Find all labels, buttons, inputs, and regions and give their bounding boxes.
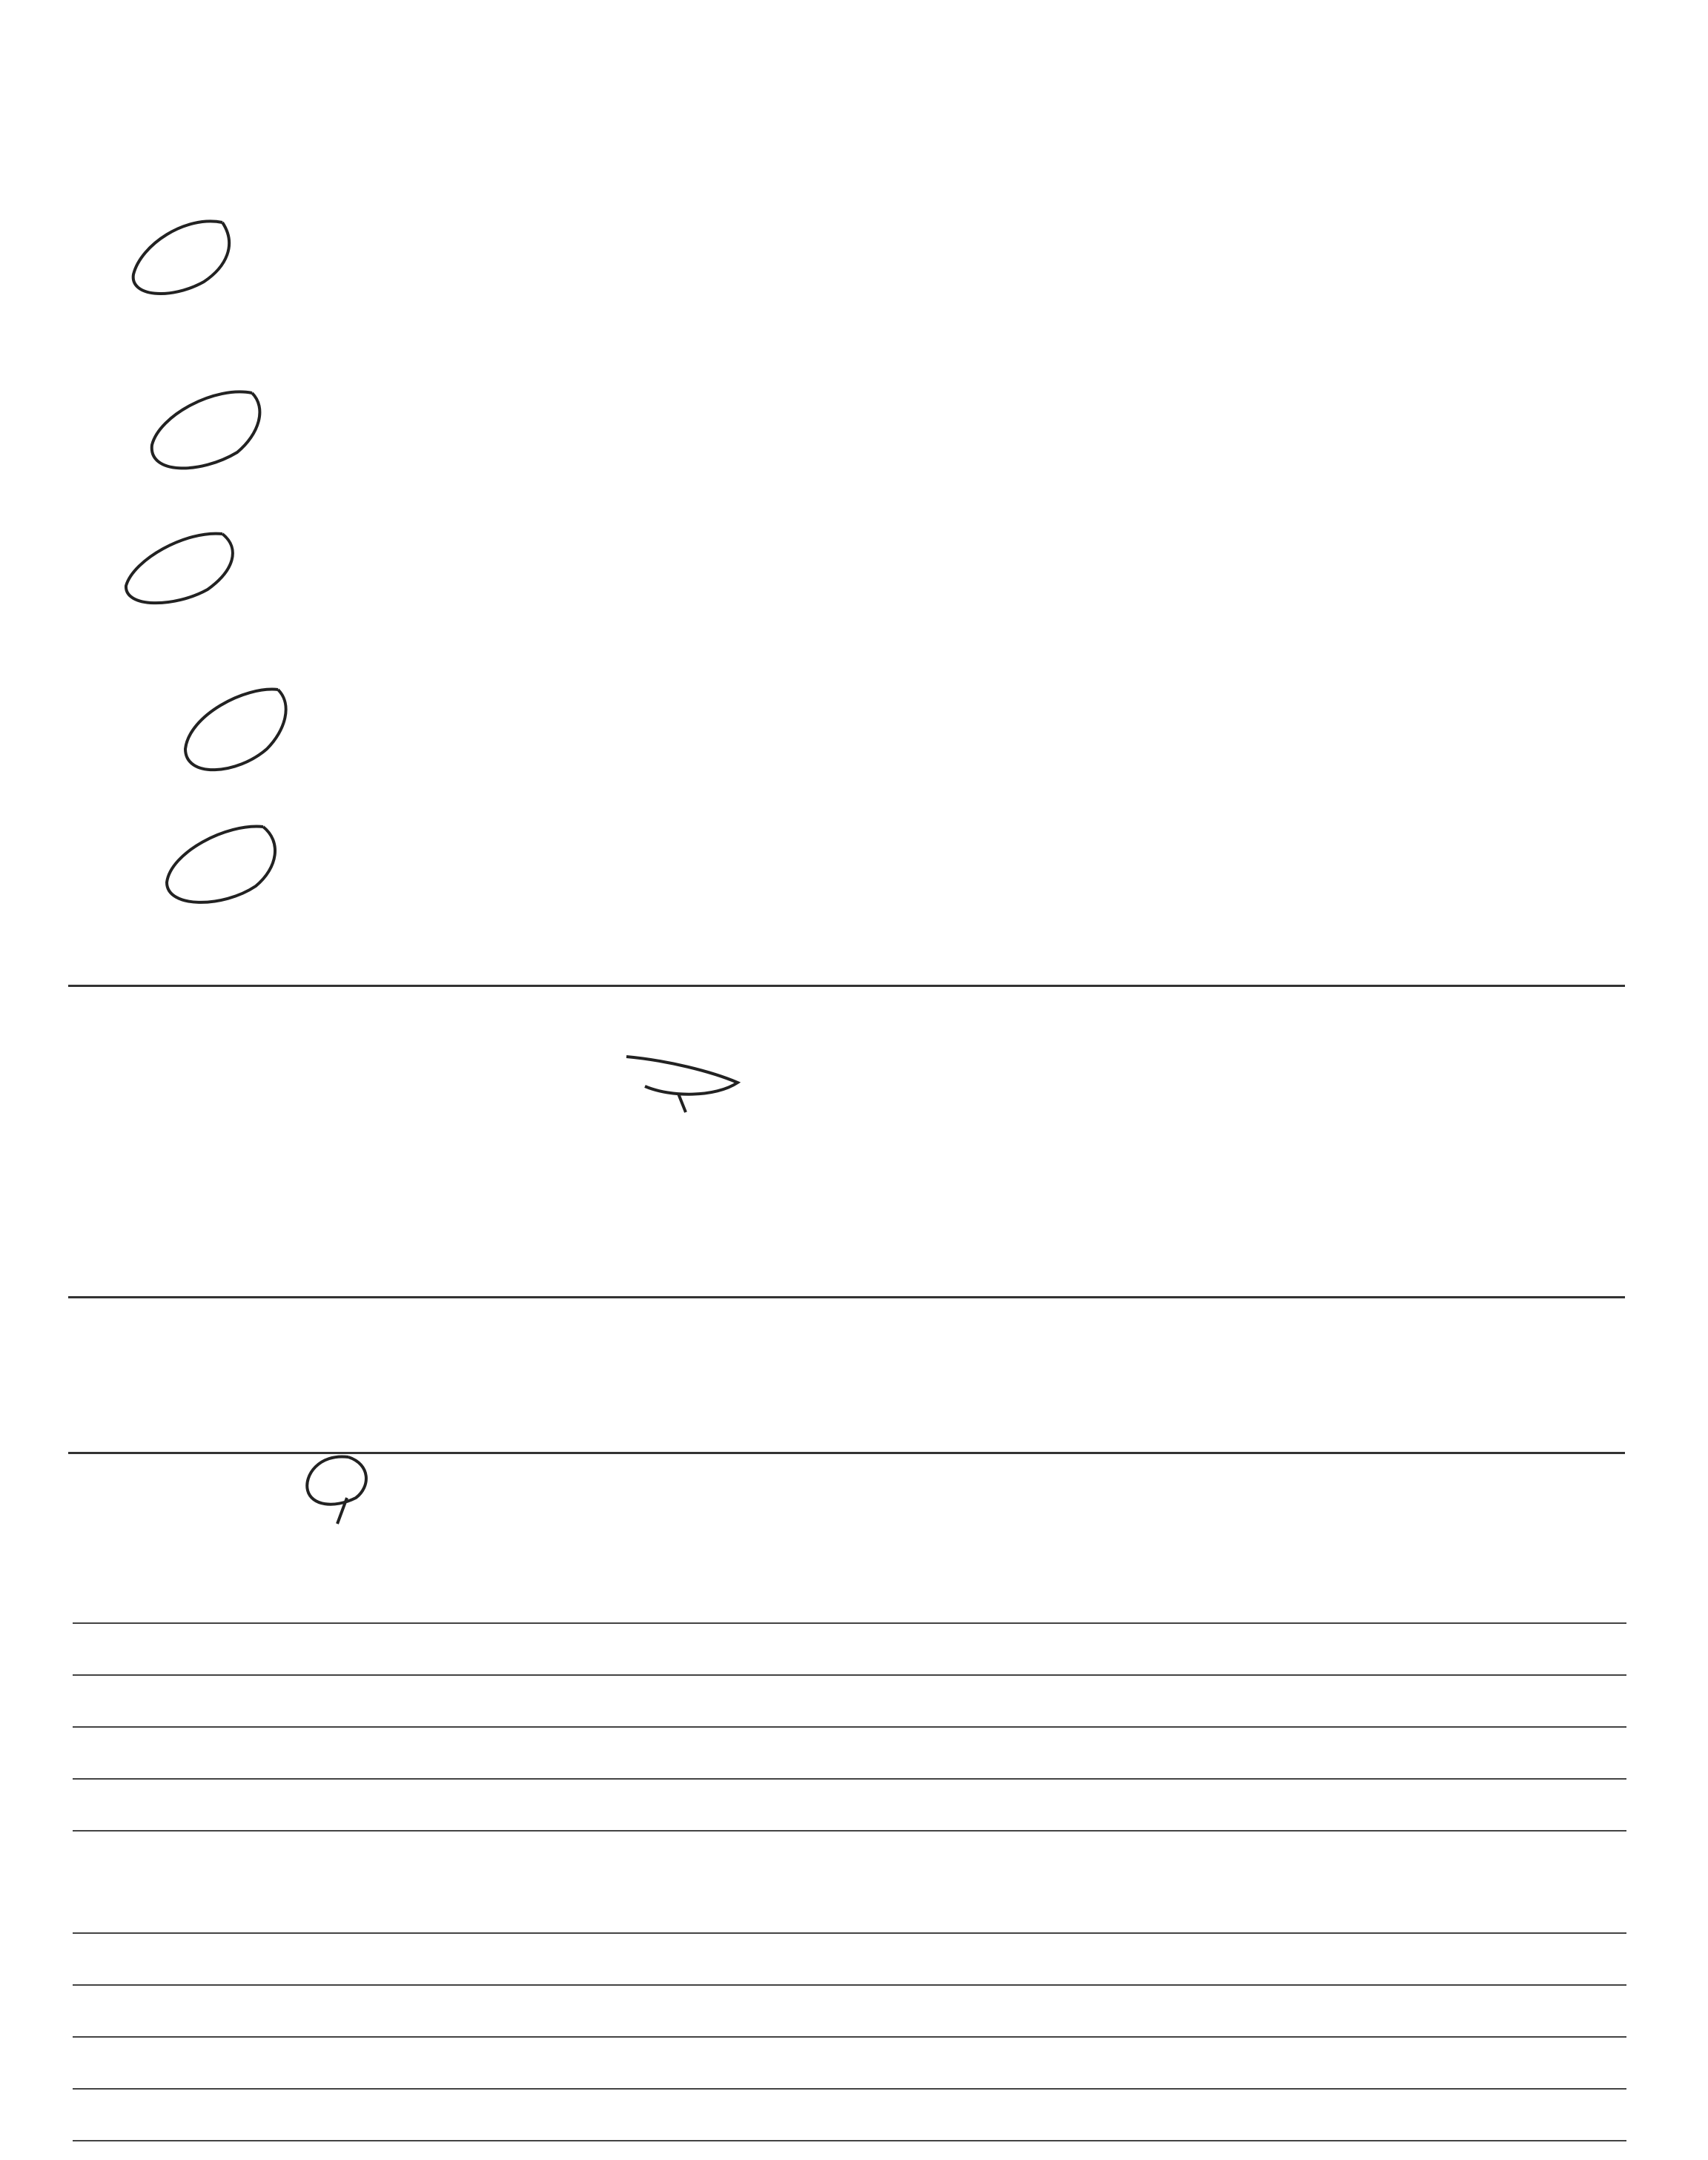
q5-selection-circle [167,827,275,902]
q9-line [73,1778,1626,1780]
q8-rule [68,1452,1625,1454]
q9-line [73,1622,1626,1624]
q6-rule [68,985,1625,987]
q10-line [73,1984,1626,1986]
q10-line [73,2140,1626,2141]
q10-line [73,1932,1626,1934]
q10-line [73,2088,1626,2090]
q9-line [73,1674,1626,1676]
q9-line [73,1830,1626,1832]
q3-selection-circle [126,534,233,604]
q2-selection-circle [152,392,260,468]
q6-selection-circle [626,1057,738,1112]
q7-rule [68,1296,1625,1298]
q4-selection-circle [185,690,286,770]
q10-line [73,2036,1626,2038]
q1-selection-circle [133,221,229,294]
q8-selection-circle [307,1456,366,1524]
q9-line [73,1726,1626,1728]
